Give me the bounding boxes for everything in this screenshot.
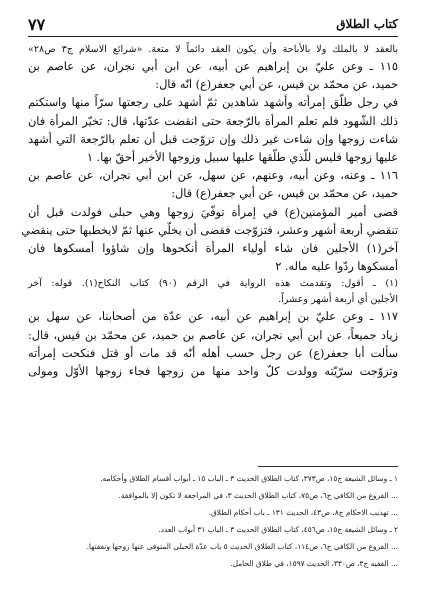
text-line: حميد، عن محمّد بن قيس، عن أبي جعفر(ع) قال: xyxy=(171,187,398,201)
text-line: سألت أبا جعفر(ع) عن رجل حسب أهله أنّه قد مات أو قتل فنكحت إمرأته xyxy=(28,346,398,360)
footnote-line: ... الفروع من الكافي ج٦، ص١١٤، كتاب الطلاق الحديث ٥ باب عدّة الحبلى المتوفى عنها زوجها ونفقتها. xyxy=(86,542,398,551)
text-line: آخر(١) الأجلين فان شاء أولياء المرأة أنكحوها وإن شاؤوا أمسكوها فان xyxy=(28,242,398,256)
text-line: بالعقد لا بالملك ولا بالأباحة وأن يكون العقد دائماً لا متعة. «شرائع الاسلام ج٣ ص٢٨» xyxy=(28,44,399,55)
text-line: حميد، عن محمّد بن قيس، عن أبي جعفر(ع) انّه قال: xyxy=(155,78,398,92)
text-line: ١١٥ ـ وعن عليّ بن إبراهيم عن أبيه، عن ابن أبي نجران، عن عاصم بن xyxy=(28,60,398,73)
footnote-line: ٢ ـ وسائل الشيعة ج١٥، ص٤٥٦، كتاب الطلاق الحديث ٣ ـ الباب ٣١ أبواب العدد. xyxy=(158,525,398,534)
text-line: (١) ـ أقول: وتقدمت هذه الرواية في الرقم (٩٠) كتاب النكاح(١). قوله: آخر xyxy=(28,278,399,290)
text-line: ١١٧ ـ وعن عليّ بن إبراهيم عن أبيه، عن عدّة من أصحابنا، عن سهل بن xyxy=(28,310,398,324)
chapter-title: كتاب الطلاق xyxy=(336,17,398,31)
main-text xyxy=(21,42,399,381)
footnote-line: ١ ـ وسائل الشيعة ج١٥، ص٣٧٣، كتاب الطلاق الحديث ٣ ـ الباب ١٥ ـ أبواب أقسام الطلاق وأحكامه. xyxy=(100,474,398,483)
page-header xyxy=(28,14,398,37)
footnote-line: ... تهذيب الاحكام ج٨، ص٤٣، الحديث ١٣١ ـ باب أحكام الطلاق. xyxy=(208,508,398,517)
footnote-line: ... الفروع من الكافي ج٦، ص٧٥، كتاب الطلاق الحديث ٣، في المراجعة لا تكون إلا بالموافقة. xyxy=(118,491,398,500)
text-line: تنقضي أربعة أشهر وعشر، فتزوّجت فقضى أن يخلّي عنها ثمّ لايخطبها حتى ينقضي xyxy=(21,223,398,237)
text-line: الأجلين أي أربعة أشهر وعشراً. xyxy=(278,294,398,306)
text-line: أمسكوها ردّوا عليه ماله. ٢ xyxy=(275,260,398,274)
text-line: عليها زوجها فليس للّذي طلّقها عليها سبيل وزوجها الأخير أحقّ بها. ١ xyxy=(86,151,398,165)
footnote-divider xyxy=(258,466,398,467)
page-number: ٧٧ xyxy=(28,14,46,34)
text-line: ذلك الشّهود فلم تعلم المرأة بالرّجعة حتى انقضت عدّتها، قال: تخيّر المرأة فان xyxy=(28,114,398,128)
text-line: ١١٦ ـ وعنه، وعن أبيه، وعنهم، عن سهل، عن ابن أبي نجران، عن عاصم بن xyxy=(28,169,398,183)
text-line: قضى أمير المؤمنين(ع) في إمرأة توفّيَ زوجها وهي حبلى فولدت قبل أن xyxy=(28,205,398,219)
text-line: زياد جميعاً، عن ابن أبي نجران، عن عاصم بن حميد، عن محمّد بن قيس، قال: xyxy=(28,328,398,342)
text-line: شاءت زوجها وإن شاءت غير ذلك وإن تزوّجت قبل أن تعلم بالرّجعة التي أشهد xyxy=(28,132,398,146)
footnotes xyxy=(28,470,398,572)
text-line: في رجل طلّق إمرأته وأشهد شاهدين ثمّ أشهد على رجعتها سرّاً منها واستكتم xyxy=(28,96,398,110)
footnote-line: ... الفقيه ج٣، ص٣٣٠، الحديث ١٥٩٧، في طلاق الحامل. xyxy=(230,559,398,568)
text-line: وتزوّجت سرّيّته وولدت كلّ واحد منها من زوجها فجاء زوجها الأوّل ومولى xyxy=(28,365,398,379)
